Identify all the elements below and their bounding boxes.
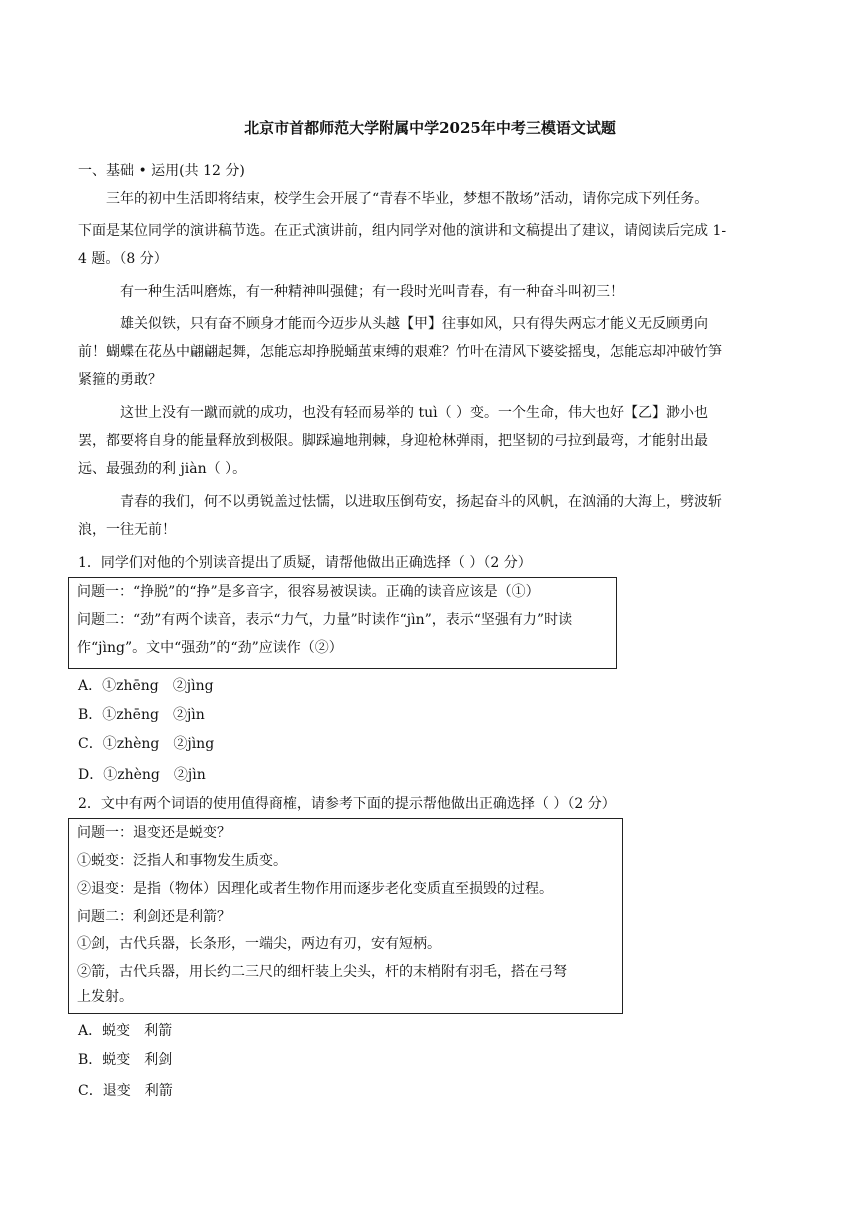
q1-hint-line: 问题二：“劲”有两个读音，表示“力气，力量”时读作“jìn”，表示“坚强有力”时读: [77, 612, 573, 628]
q1-option-b: B．①zhēng ②jìn: [78, 707, 205, 723]
speech-line-5: 这世上没有一蹴而就的成功，也没有轻而易举的 tuì（ ）变。一个生命，伟大也好【乙】渺小也: [120, 405, 709, 421]
speech-line-8: 青春的我们，何不以勇锐盖过怯懦，以进取压倒苟安，扬起奋斗的风帆，在汹涌的大海上，劈波斩: [120, 494, 722, 510]
q1-hint-line: 问题一：“挣脱”的“挣”是多音字，很容易被误读。正确的读音应该是（①）: [77, 584, 540, 600]
q2-hint-line: ①剑，古代兵器，长条形，一端尖，两边有刃，安有短柄。: [77, 936, 441, 952]
speech-line-1: 有一种生活叫磨炼，有一种精神叫强健；有一段时光叫青春，有一种奋斗叫初三！: [120, 284, 624, 300]
q2-hint-line: 问题一：退变还是蜕变？: [77, 825, 231, 841]
q2-hint-line: ②退变：是指（物体）因理化或者生物作用而逐步老化变质直至损毁的过程。: [77, 881, 553, 897]
speech-line-9: 浪，一往无前！: [78, 522, 176, 538]
q1-option-a: A．①zhēng ②jìng: [78, 678, 214, 694]
q2-hint-line: 问题二：利剑还是利箭？: [77, 909, 231, 925]
speech-line-7: 远、最强劲的利 jiàn（ ）。: [78, 461, 247, 477]
q2-hint-line: ②箭，古代兵器，用长约二三尺的细杆装上尖头，杆的末梢附有羽毛，搭在弓弩: [77, 964, 567, 980]
q1-stem: 1．同学们对他的个别读音提出了质疑，请帮他做出正确选择（ ）（2 分）: [78, 555, 532, 571]
section-heading: 一、基础 • 运用(共 12 分): [78, 163, 245, 179]
intro-line-1: 三年的初中生活即将结束，校学生会开展了“青春不毕业，梦想不散场”活动，请你完成下列任务。: [106, 191, 709, 207]
q2-hint-line: 上发射。: [77, 989, 133, 1005]
q1-hint-box: [68, 577, 617, 669]
q2-option-c: C．退变 利箭: [78, 1083, 173, 1099]
speech-line-6: 罢，都要将自身的能量释放到极限。脚踩遍地荆棘，身迎枪林弹雨，把坚韧的弓拉到最弯，才能射出最: [78, 433, 708, 449]
q2-option-b: B．蜕变 利剑: [78, 1052, 173, 1068]
q2-hint-box: [68, 818, 623, 1014]
intro-line-3: 4 题。（8 分）: [78, 251, 168, 267]
q2-stem: 2．文中有两个词语的使用值得商榷，请参考下面的提示帮他做出正确选择（ ）（2 分）: [78, 796, 616, 812]
page-title: 北京市首都师范大学附属中学2025年中考三模语文试题: [244, 119, 616, 137]
speech-line-2: 雄关似铁，只有奋不顾身才能而今迈步从头越【甲】往事如风，只有得失两忘才能义无反顾勇向: [120, 316, 708, 332]
q1-option-d: D．①zhèng ②jìn: [78, 767, 206, 783]
intro-line-2: 下面是某位同学的演讲稿节选。在正式演讲前，组内同学对他的演讲和文稿提出了建议，请阅读后完成 1-: [78, 223, 727, 239]
q1-hint-line: 作“jìng”。文中“强劲”的“劲”应读作（②）: [77, 640, 343, 656]
speech-line-3: 前！蝴蝶在花丛中翩翩起舞，怎能忘却挣脱蛹茧束缚的艰难？竹叶在清风下婆娑摇曳，怎能忘却冲破竹笋: [78, 344, 722, 360]
speech-line-4: 紧箍的勇敢？: [78, 372, 162, 388]
q1-option-c: C．①zhèng ②jìng: [78, 736, 215, 752]
q2-hint-line: ①蜕变：泛指人和事物发生质变。: [77, 853, 287, 869]
q2-option-a: A．蜕变 利箭: [78, 1023, 173, 1039]
